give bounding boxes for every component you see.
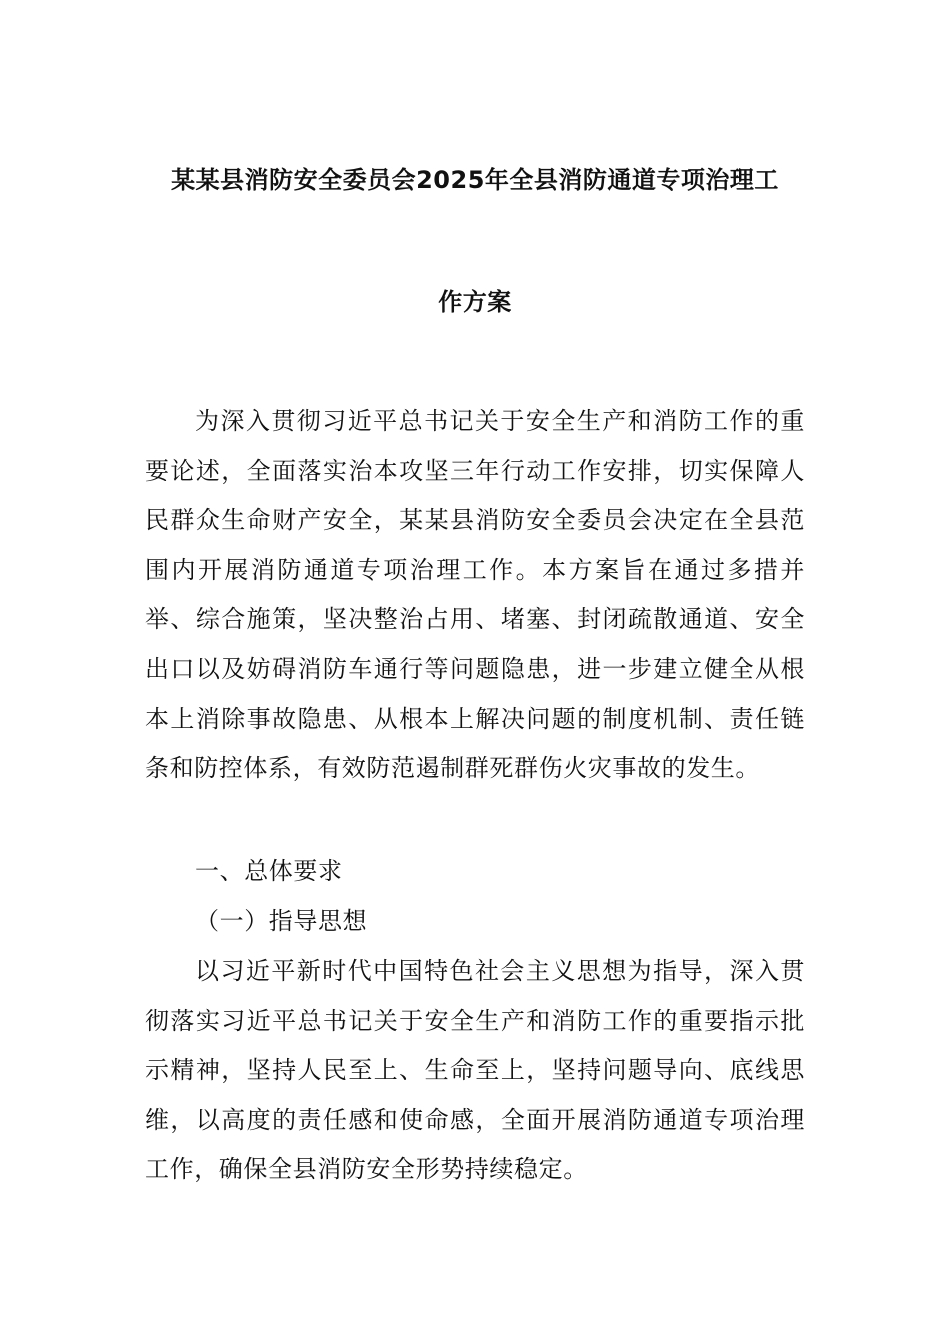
subsection-heading: （一）指导思想: [195, 907, 368, 935]
intro-paragraph: 为深入贯彻习近平总书记关于安全生产和消防工作的重要论述，全面落实治本攻坚三年行动工作安排，切实保障人民群众生命财产安全，某某县消防安全委员会决定在全县范围内开展消防通道专项治理工作。本方案旨在通过多措并举、综合施策，坚决整治占用、堵塞、封闭疏散通道、安全出口以及妨碍消防车通行等问题隐患，进一步建立健全从根本上消除事故隐患、从根本上解决问题的制度机制、责任链条和防控体系，有效防范遏制群死群伤火灾事故的发生。: [145, 407, 805, 783]
guiding-paragraph: 以习近平新时代中国特色社会主义思想为指导，深入贯彻落实习近平总书记关于安全生产和消防工作的重要指示批示精神，坚持人民至上、生命至上，坚持问题导向、底线思维，以高度的责任感和使命感，全面开展消防通道专项治理工作，确保全县消防安全形势持续稳定。: [145, 957, 805, 1184]
section-heading: 一、总体要求: [195, 857, 343, 885]
document-title-line-1: 某某县消防安全委员会2025年全县消防通道专项治理工: [171, 166, 779, 194]
document-title-line-2: 作方案: [438, 288, 512, 316]
